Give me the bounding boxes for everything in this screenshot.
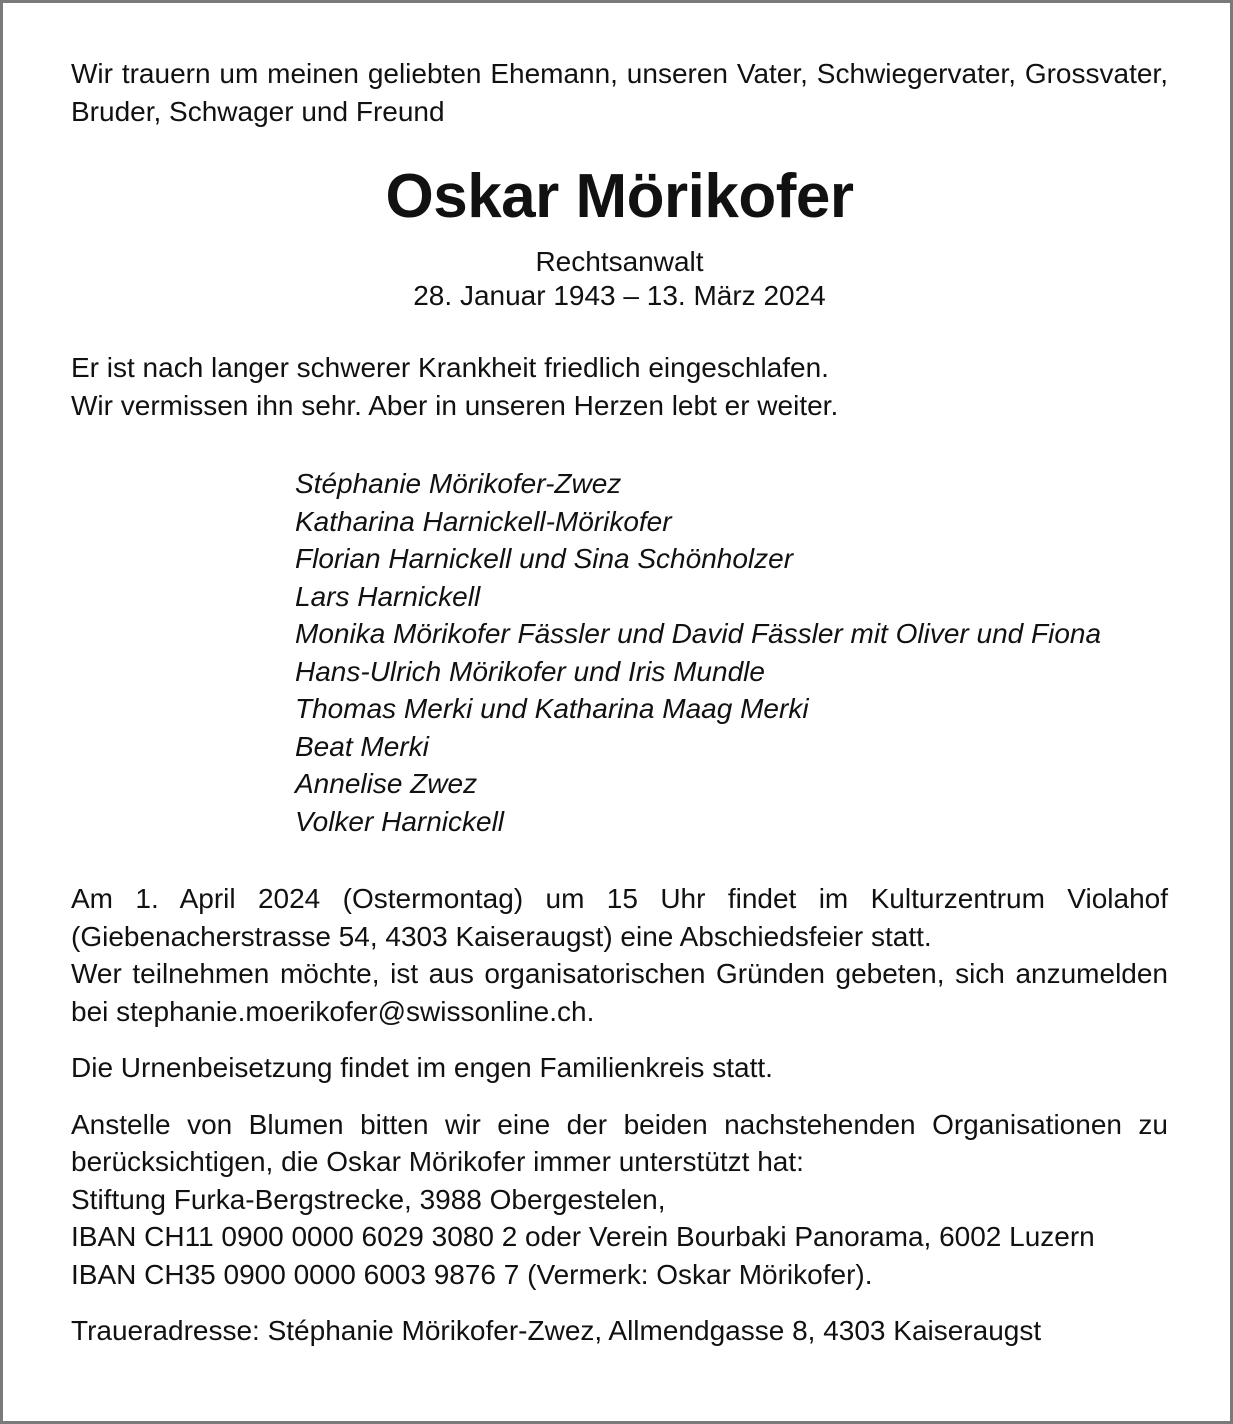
life-dates: 28. Januar 1943 – 13. März 2024 [413, 280, 826, 311]
ceremony-block [71, 880, 1168, 1030]
burial-text: Die Urnenbeisetzung findet im engen Familienkreis statt. [71, 1052, 773, 1083]
message-block [71, 349, 1168, 424]
mourner-item: Stéphanie Mörikofer-Zwez [295, 468, 622, 499]
message-line: Er ist nach langer schwerer Krankheit friedlich eingeschlafen. [71, 352, 829, 383]
mourner-item: Monika Mörikofer Fässler und David Fässler mit Oliver und Fiona [295, 618, 1102, 649]
donation-line: IBAN CH11 0900 0000 6029 3080 2 oder Verein Bourbaki Panorama, 6002 Luzern [71, 1221, 1095, 1252]
mourner-item: Volker Harnickell [295, 805, 505, 837]
mourner-item: Annelise Zwez [295, 768, 478, 799]
mourning-address: Traueradresse: Stéphanie Mörikofer-Zwez, Allmendgasse 8, 4303 Kaiseraugst [71, 1315, 1042, 1346]
intro-text: Wir trauern um meinen geliebten Ehemann, unseren Vater, Schwiegervater, Grossvater, Bruder, Schwager und Freund [71, 58, 1168, 127]
notice-content [71, 55, 1168, 1350]
donations-block [71, 1106, 1168, 1294]
mourner-item: Beat Merki [295, 730, 429, 762]
registration-text: Wer teilnehmen möchte, ist aus organisatorischen Gründen gebeten, sich anzumelden bei stephanie.moerikofer@swissonline.ch. [71, 958, 1168, 1027]
deceased-name: Oskar Mörikofer [385, 162, 854, 231]
ceremony-text: Am 1. April 2024 (Ostermontag) um 15 Uhr findet im Kulturzentrum Violahof (Giebenacherstrasse 54, 4303 Kaiseraugst) eine Abschiedsfeier statt. [71, 883, 1168, 952]
mourner-item: Thomas Merki und Katharina Maag Merki [295, 693, 809, 724]
profession: Rechtsanwalt [535, 246, 704, 277]
mourner-item: Katharina Harnickell-Mörikofer [295, 505, 672, 537]
mourners-list [295, 465, 1168, 840]
message-line: Wir vermissen ihn sehr. Aber in unseren Herzen lebt er weiter. [71, 389, 839, 421]
donation-line: Stiftung Furka-Bergstrecke, 3988 Obergestelen, [71, 1183, 666, 1215]
mourner-item: Florian Harnickell und Sina Schönholzer [295, 543, 794, 574]
mourner-item: Lars Harnickell [295, 580, 481, 612]
mourner-item: Hans-Ulrich Mörikofer und Iris Mundle [295, 655, 765, 687]
donations-intro: Anstelle von Blumen bitten wir eine der beiden nachstehenden Organisationen zu berücksichtigen, die Oskar Mörikofer immer unterstützt hat: [71, 1108, 1168, 1177]
donation-line: IBAN CH35 0900 0000 6003 9876 7 (Vermerk: Oskar Mörikofer). [71, 1258, 873, 1290]
